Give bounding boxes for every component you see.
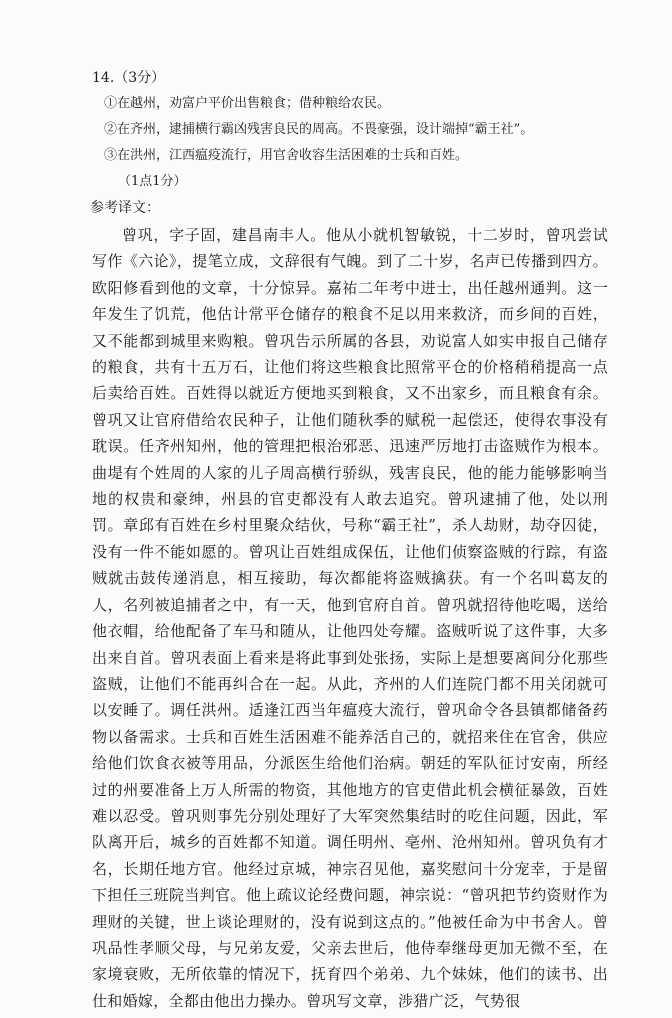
question-number: 14.（3分）	[92, 70, 166, 86]
reference-translation-text: 曾巩，字子固，建昌南丰人。他从小就机智敏锐，十二岁时，曾巩尝试写作《六论》，提笔立成，文辞很有气魄。到了二十岁，名声已传播到四方。欧阳修看到他的文章，十分惊异。嘉祐二年考中进士，出任越州通判。这一年发生了饥荒，他估计常平仓储存的粮食不足以用来救济，而乡间的百姓，又不能都到城里来购粮。曾巩告示所属的各县，劝说富人如实申报自己储存的粮食，共有十五万石，让他们将这些粮食比照常平仓的价格稍稍提高一点后卖给百姓。百姓得以就近方便地买到粮食，又不出家乡，而且粮食有余。曾巩又让官府借给农民种子，让他们随秋季的赋税一起偿还，使得农事没有耽误。任齐州知州，他的管理把根治邪恶、迅速严厉地打击盗贼作为根本。曲堤有个姓周的人家的儿子周高横行骄纵，残害良民，他的能力能够影响当地的权贵和豪绅，州县的官吏都没有人敢去追究。曾巩逮捕了他，处以刑罚。章邱有百姓在乡村里聚众结伙，号称“霸王社”，杀人劫财，劫夺囚徒，没有一件不能如愿的。曾巩让百姓组成保伍，让他们侦察盗贼的行踪，有盗贼就击鼓传递消息，相互接助，每次都能将盗贼擒获。有一个名叫葛友的人，名列被追捕者之中，有一天，他到官府自首。曾巩就招待他吃喝，送给他衣帽，给他配备了车马和随从，让他四处夸耀。盗贼听说了这件事，大多出来自首。曾巩表面上看来是将此事到处张扬，实际上是想要离间分化那些盗贼，让他们不能再纠合在一起。从此，齐州的人们连院门都不用关闭就可以安睡了。调任洪州。适逢江西当年瘟疫大流行，曾巩命令各县镇都储备药物以备需求。士兵和百姓生活困难不能养活自己的，就招来住在官舍，供应给他们饮食衣被等用品，分派医生给他们治病。朝廷的军队征讨安南，所经过的州要准备上万人所需的物资，其他地方的官吏借此机会横征暴敛，百姓难以忍受。曾巩则事先分别处理好了大军突然集结时的吃住问题，因此，军队离开后，城乡的百姓都不知道。调任明州、亳州、沧州知州。曾巩负有才名，长期任地方官。他经过京城，神宗召见他，嘉奖慰问十分宠幸，于是留下担任三班院当判官。他上疏议论经费问题，神宗说：“曾巩把节约资财作为理财的关键，世上谈论理财的，没有说到这点的。”他被任命为中书舍人。曾巩品性孝顺父母，与兄弟友爱，父亲去世后，他侍奉继母更加无微不至，在家境衰败，无所依靠的情况下，抚育四个弟弟、九个妹妹，他们的读书、出仕和婚嫁，全都由他出力操办。曾巩写文章，涉猎广泛，气势很	[92, 226, 608, 1010]
answer-point-1: ①在越州，劝富户平价出售粮食；借种粮给农民。	[104, 96, 391, 111]
answer-point-3: ③在洪州，江西瘟疫流行，用官舍收容生活困难的士兵和百姓。	[104, 148, 469, 163]
reference-translation-title: 参考译文：	[90, 200, 160, 216]
scoring-note: （1点1分）	[118, 174, 187, 189]
answer-point-2: ②在齐州，逮捕横行霸凶残害良民的周高。不畏豪强，设计端掉“霸王社”。	[104, 122, 534, 137]
